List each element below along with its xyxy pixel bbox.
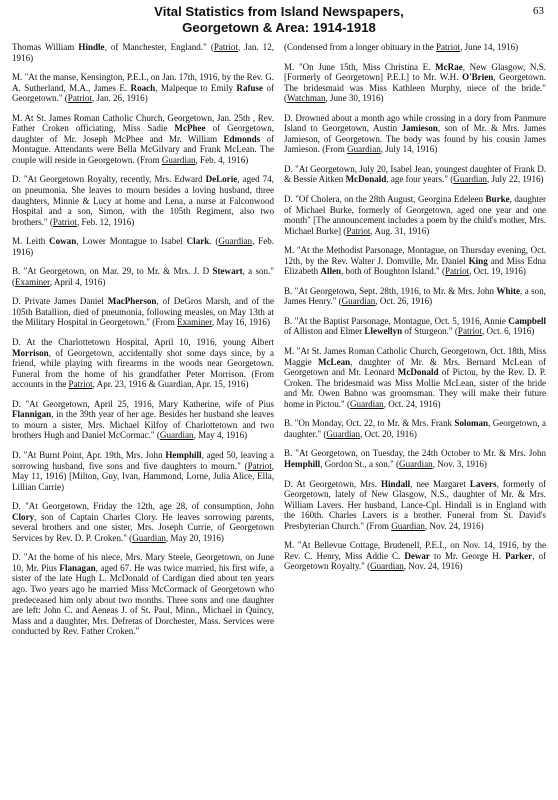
record-entry	[12, 552, 274, 636]
entry-text: , April 4, 1916)	[49, 276, 106, 287]
entry-text: D. "At Georgetown, July 20, Isabel Jean, youngest daughter of Frank D. & Bessie Aitken	[284, 163, 546, 185]
entry-text: , formerly of Georgetown, lately of New Glasgow, N.S., daughter of Mr. & Mrs. William Lavers. Her husband, Lance-Cpl. Hindall is in England with the 160th. Charles Lavers is a brother. Funeral from St. David's Presbyterian Church." (From	[284, 478, 546, 531]
entry-text: , Feb. 12, 1916)	[77, 216, 135, 227]
newspaper-source: Examiner	[177, 317, 212, 328]
entry-text: , Aug. 31, 1916)	[370, 225, 430, 236]
entry-text: , Nov. 24, 1916)	[424, 520, 484, 531]
record-entry	[12, 72, 274, 104]
entry-text: B. "At the Baptist Parsonage, Montague, Oct. 5, 1916, Annie	[284, 315, 509, 326]
entry-text: M. "At St. James Roman Catholic Church, Georgetown, Oct. 18th, Miss Maggie	[284, 346, 546, 367]
surname: Dewar	[404, 550, 430, 561]
surname: DeLorie	[205, 174, 238, 185]
record-entry	[12, 266, 274, 287]
record-entry	[284, 479, 546, 532]
newspaper-source: Patriot	[67, 93, 92, 104]
newspaper-source: Guardian	[347, 144, 381, 155]
entry-text: , June 30, 1916)	[325, 93, 384, 104]
entry-text: , Nov. 24, 1916)	[403, 561, 463, 572]
record-entry	[284, 540, 546, 572]
entry-text: , daughter of Michael Burke, formerly of Georgetown, aged one year and one month" [The announcement includes a poem by the child's mother, Mrs. Michael Burke] (	[284, 194, 546, 236]
surname: Jamieson	[401, 123, 438, 134]
entry-text: B. "At Georgetown, Sept. 28th, 1916, to Mr. & Mrs. John	[284, 285, 497, 296]
record-entry	[284, 113, 546, 155]
entry-text: , July 14, 1916)	[380, 144, 438, 155]
newspaper-source: Guardian	[159, 430, 194, 441]
entry-text: , Feb. 4, 1916)	[195, 154, 249, 165]
entry-text: , Oct. 6, 1916)	[482, 326, 535, 337]
entry-text: , a son, James Henry." (	[284, 285, 546, 307]
record-entry	[12, 113, 274, 166]
newspaper-source: Guardian	[132, 532, 166, 543]
newspaper-source: Patriot	[213, 42, 238, 52]
entry-text: , age four years." (	[386, 174, 454, 185]
surname: Rafuse	[236, 82, 264, 93]
entry-text: of Sturgeon." (	[402, 326, 458, 337]
entry-text: D. Private James Daniel	[12, 296, 108, 307]
entry-text: , Georgetown. The bridesmaid was Miss Kathleen Murphy, niece of the bride." (	[284, 72, 546, 104]
entry-text: , Oct. 20, 1916)	[360, 428, 417, 439]
newspaper-source: Patriot	[346, 225, 371, 236]
entry-text: , of DeGros Marsh, and of the 105th Batallion, died of pneumonia, following measles, on May 13th at the Military Hospital in Georgetown." (From	[12, 296, 274, 328]
surname: Morrison	[12, 347, 49, 358]
surname: Hemphill	[284, 458, 321, 469]
entry-text: M. "On June 15th, Miss Christina E.	[284, 61, 436, 72]
entry-text: B. "On Monday, Oct. 22, to Mr. & Mrs. Frank	[284, 418, 455, 429]
entry-text: D. "At Burnt Point, Apr. 19th, Mrs. John	[12, 449, 166, 460]
surname: Flannigan	[12, 409, 52, 420]
newspaper-source: Patriot	[68, 379, 93, 390]
entry-text: (Condensed from a longer obituary in the	[284, 42, 436, 52]
surname: Stewart	[212, 266, 243, 277]
surname: King	[468, 255, 488, 266]
record-entry	[12, 296, 274, 328]
entry-text: D. At the Charlottetown Hospital, April 10, 1916, young Albert	[12, 337, 274, 348]
page-title	[0, 4, 558, 36]
surname: Campbell	[508, 315, 546, 326]
entry-text: , June 14, 1916)	[460, 42, 519, 52]
record-entry	[12, 501, 274, 543]
entry-text: , July 22, 1916)	[486, 174, 544, 185]
record-entry	[12, 399, 274, 441]
entry-text: D. "At the home of his niece, Mrs. Mary Steele, Georgetown, on June 10, Mr. Pius	[12, 552, 274, 573]
entry-text: , Georgetown, a daughter." (	[284, 418, 546, 439]
newspaper-source: Patriot	[457, 326, 483, 337]
entry-text: , of Manchester, England." (	[104, 42, 214, 52]
entry-text: D. "At Georgetown, Friday the 12th, age 28, of consumption, John	[12, 501, 274, 512]
surname: Edmonds	[223, 133, 261, 144]
entry-text: M. Leith	[12, 236, 50, 247]
record-entry	[12, 337, 274, 390]
entry-text: , Oct. 19, 1916)	[469, 266, 526, 277]
surname: MacPherson	[107, 296, 157, 307]
entry-text: M. "At the Methodist Parsonage, Montague, on Thursday evening, Oct. 12th, by the Rev. Walter J. Domville, Mr. Daniel	[284, 245, 546, 266]
left-column	[12, 42, 274, 646]
entry-text: , New Glasgow, N.S. [Formerly of Georgetown] P.E.I.] to Mr. W.H.	[284, 61, 546, 83]
entry-text: M. At St. James Roman Catholic Church, Georgetown, Jan. 25th , Rev. Father Croken officiating, Miss Sadie	[12, 112, 274, 134]
entry-text: D. "Of Cholera, on the 28th August, Georgina Edeleen	[284, 194, 486, 205]
entry-text: , both of Boughton Island." (	[341, 266, 445, 277]
entry-text: , Oct. 24, 1916)	[383, 398, 441, 409]
record-entry	[284, 346, 546, 409]
surname: Llewellyn	[364, 326, 403, 337]
surname: Flanagan	[59, 562, 96, 573]
record-entry	[12, 450, 274, 492]
entry-text: , Jan. 12, 1916)	[12, 42, 274, 63]
entry-text: , aged 67. He was twice married, his first wife, a sister of the late Hugh L. McDonald of Cardigan died about ten years ago. Two years ago he married Miss McCormack of Georgetown who predeceased him only about two months. Three sons and one daughter are left: John C. and Aeneas J. of St. Paul, Minn., Michael in Quincy, Mass and a daughter, Mrs. Defretas of Dorchester, Mass. Services were conducted by Rev. Father Croken."	[12, 562, 274, 637]
surname: McDonald	[345, 174, 387, 185]
record-entry	[12, 236, 274, 257]
surname: McLean	[318, 356, 351, 367]
record-entry	[284, 418, 546, 439]
newspaper-source: Watchman	[287, 93, 326, 104]
surname: White	[496, 285, 521, 296]
record-entry	[284, 245, 546, 277]
entry-text: , May 4, 1916)	[193, 430, 248, 441]
record-entry	[12, 42, 274, 63]
right-column	[284, 42, 546, 581]
entry-text: of Pictou, by the Rev. D. P. Croken. The bridesmaid was Miss Mollie McLean, sister of the bride and Mr. Owen Babno was groomsman. They will make their future home in Pictou." (	[284, 367, 546, 409]
entry-text: , May 20, 1916)	[165, 532, 224, 543]
surname: O'Brien	[462, 72, 494, 83]
entry-text: M. "At the manse, Kensington, P.E.I., on Jan. 17th, 1916, by the Rev. G. A. Sutherland, M.A., James E.	[12, 72, 274, 93]
entry-text: B. "At Georgetown, on Mar. 29, to Mr. & Mrs. J. D	[12, 266, 213, 277]
entry-text: , May 16, 1916)	[211, 317, 270, 328]
newspaper-source: Guardian	[341, 296, 376, 307]
entry-text: and Miss Edna Elizabeth	[284, 255, 546, 277]
surname: Lavers	[469, 478, 497, 489]
surname: Hemphill	[165, 449, 202, 460]
record-entry	[284, 42, 546, 53]
newspaper-source: Guardian	[350, 398, 384, 409]
record-entry	[284, 194, 546, 236]
entry-text: , aged 50, leaving a sorrowing husband, five sons and five daughters to mourn." (	[12, 449, 274, 471]
entry-text: , Jan. 26, 1916)	[91, 93, 148, 104]
newspaper-source: Guardian	[161, 154, 196, 165]
entry-text: D. "At Georgetown Royalty, recently, Mrs. Edward	[12, 174, 206, 185]
surname: McDonald	[397, 367, 439, 378]
entry-text: , son of Mr. & Mrs. James Jamieson, of Georgetown. The body was found by his cousin James Jamieson. (From	[284, 123, 546, 155]
surname: Roach	[130, 82, 156, 93]
newspaper-source: Patriot	[445, 266, 470, 277]
entry-text: of Georgetown." (	[12, 82, 274, 104]
entry-text: of Montague. Attendants were Bella McGilvary and Frank McLean. The couple will reside in Georgetown. (From	[12, 133, 274, 165]
surname: Soloman	[454, 418, 489, 429]
record-entry	[12, 174, 274, 227]
entry-text: , Lower Montague to Isabel	[76, 236, 187, 247]
record-entry	[284, 448, 546, 469]
entry-text: , in the 39th year of her age. Besides her husband she leaves to mourn a sister, Mrs. Michael Kilfoy of Charlottetown and two brothers Hugh and Daniel McCormac." (	[12, 409, 274, 441]
entry-text: , Oct. 26, 1916)	[375, 296, 433, 307]
newspaper-source: Guardian	[218, 236, 253, 247]
newspaper-source: Guardian	[453, 174, 487, 185]
newspaper-source: Guardian	[370, 561, 404, 572]
record-entry	[284, 62, 546, 104]
surname: Allen	[320, 266, 342, 277]
entry-text: , a son." (	[12, 266, 275, 287]
entry-text: D. Drowned about a month ago while crossing in a dory from Panmure Island to Georgetown, Austin	[284, 112, 546, 134]
entry-text: . (	[209, 236, 219, 247]
entry-text: D. "At Georgetown, April 25, 1916, Mary Katherine, wife of Pius	[12, 398, 274, 409]
entry-text: of Alliston and Elmer	[284, 326, 365, 337]
page-number: 63	[533, 5, 544, 17]
surname: McPhee	[174, 123, 206, 134]
record-entry	[284, 316, 546, 337]
newspaper-source: Guardian	[399, 458, 433, 469]
entry-text: , Feb. 1916)	[12, 236, 274, 257]
newspaper-source: Examiner	[15, 276, 50, 287]
surname: McRae	[435, 61, 463, 72]
surname: Parker	[505, 550, 533, 561]
surname: Hindall	[380, 478, 411, 489]
entry-text: M. "At Bellevue Cottage, Brudenell, P.E.I., on Nov. 14, 1916, by the Rev. C. Henry, Miss Addie C.	[284, 540, 546, 561]
entry-text: , Nov. 3, 1916)	[432, 458, 487, 469]
entry-text: , aged 74, on pneumonia. She leaves to mourn besides a loving husband, three daughters, Minnie & Lucy at home and Lena, a nurse at Falconwood Hospital and a son, Simon, with the 105th Regiment, also two brothers." (	[12, 174, 274, 227]
title-line-2: Georgetown & Area: 1914-1918	[182, 20, 376, 35]
entry-text: , Gordon St., a son." (	[320, 458, 400, 469]
newspaper-source: Patriot	[52, 216, 77, 227]
entry-text: , Malpeque to Emily	[155, 82, 237, 93]
entry-text: , of Georgetown, accidentally shot some days since, by a friend, while playing with firearms in the woods near Georgetown. Funeral from the home of his grandfather Peter Morrison. (From accounts in the	[12, 347, 274, 390]
surname: Hindle	[78, 42, 105, 52]
title-line-1: Vital Statistics from Island Newspapers,	[154, 4, 404, 19]
newspaper-source: Guardian	[391, 520, 425, 531]
surname: Clory	[12, 511, 35, 522]
entry-text: , May 11, 1916) [Milton, Guy, Ivan, Hammond, Lorne, Julia Alice, Ella, Lillian Carrie)	[12, 460, 274, 492]
entry-text: Thomas William	[12, 42, 79, 52]
entry-text: of Georgetown, daughter of Mr. Joseph McPhee and Mr. William	[12, 123, 274, 144]
newspaper-source: Patriot	[436, 42, 461, 52]
entry-text: B. "At Georgetown, on Tuesday, the 24th October to Mr. & Mrs. John	[284, 448, 546, 459]
record-entry	[284, 164, 546, 185]
surname: Clark	[186, 236, 210, 247]
entry-text: , nee Margaret	[410, 478, 470, 489]
newspaper-source: Guardian	[326, 428, 361, 439]
entry-text: D. At Georgetown, Mrs.	[284, 478, 381, 489]
entry-text: to Mr. George H.	[429, 550, 506, 561]
entry-text: , daughter of Mr. & Mrs. Bernard McLean of Georgetown and Mr. Leonard	[284, 356, 546, 378]
entry-text: , son of Captain Charles Clory. He leaves sorrowing parents, several brothers and one sister, Mrs. Joseph Currie, of Georgetown Services by Rev. D. P. Croken." (	[12, 511, 274, 543]
surname: Burke	[485, 194, 510, 205]
surname: Cowan	[49, 236, 77, 247]
newspaper-source: Patriot	[247, 460, 272, 471]
record-entry	[284, 286, 546, 307]
entry-text: , of Georgetown Royalty." (	[284, 550, 546, 572]
entry-text: , Apr. 23, 1916 & Guardian, Apr. 15, 1916)	[92, 379, 249, 390]
